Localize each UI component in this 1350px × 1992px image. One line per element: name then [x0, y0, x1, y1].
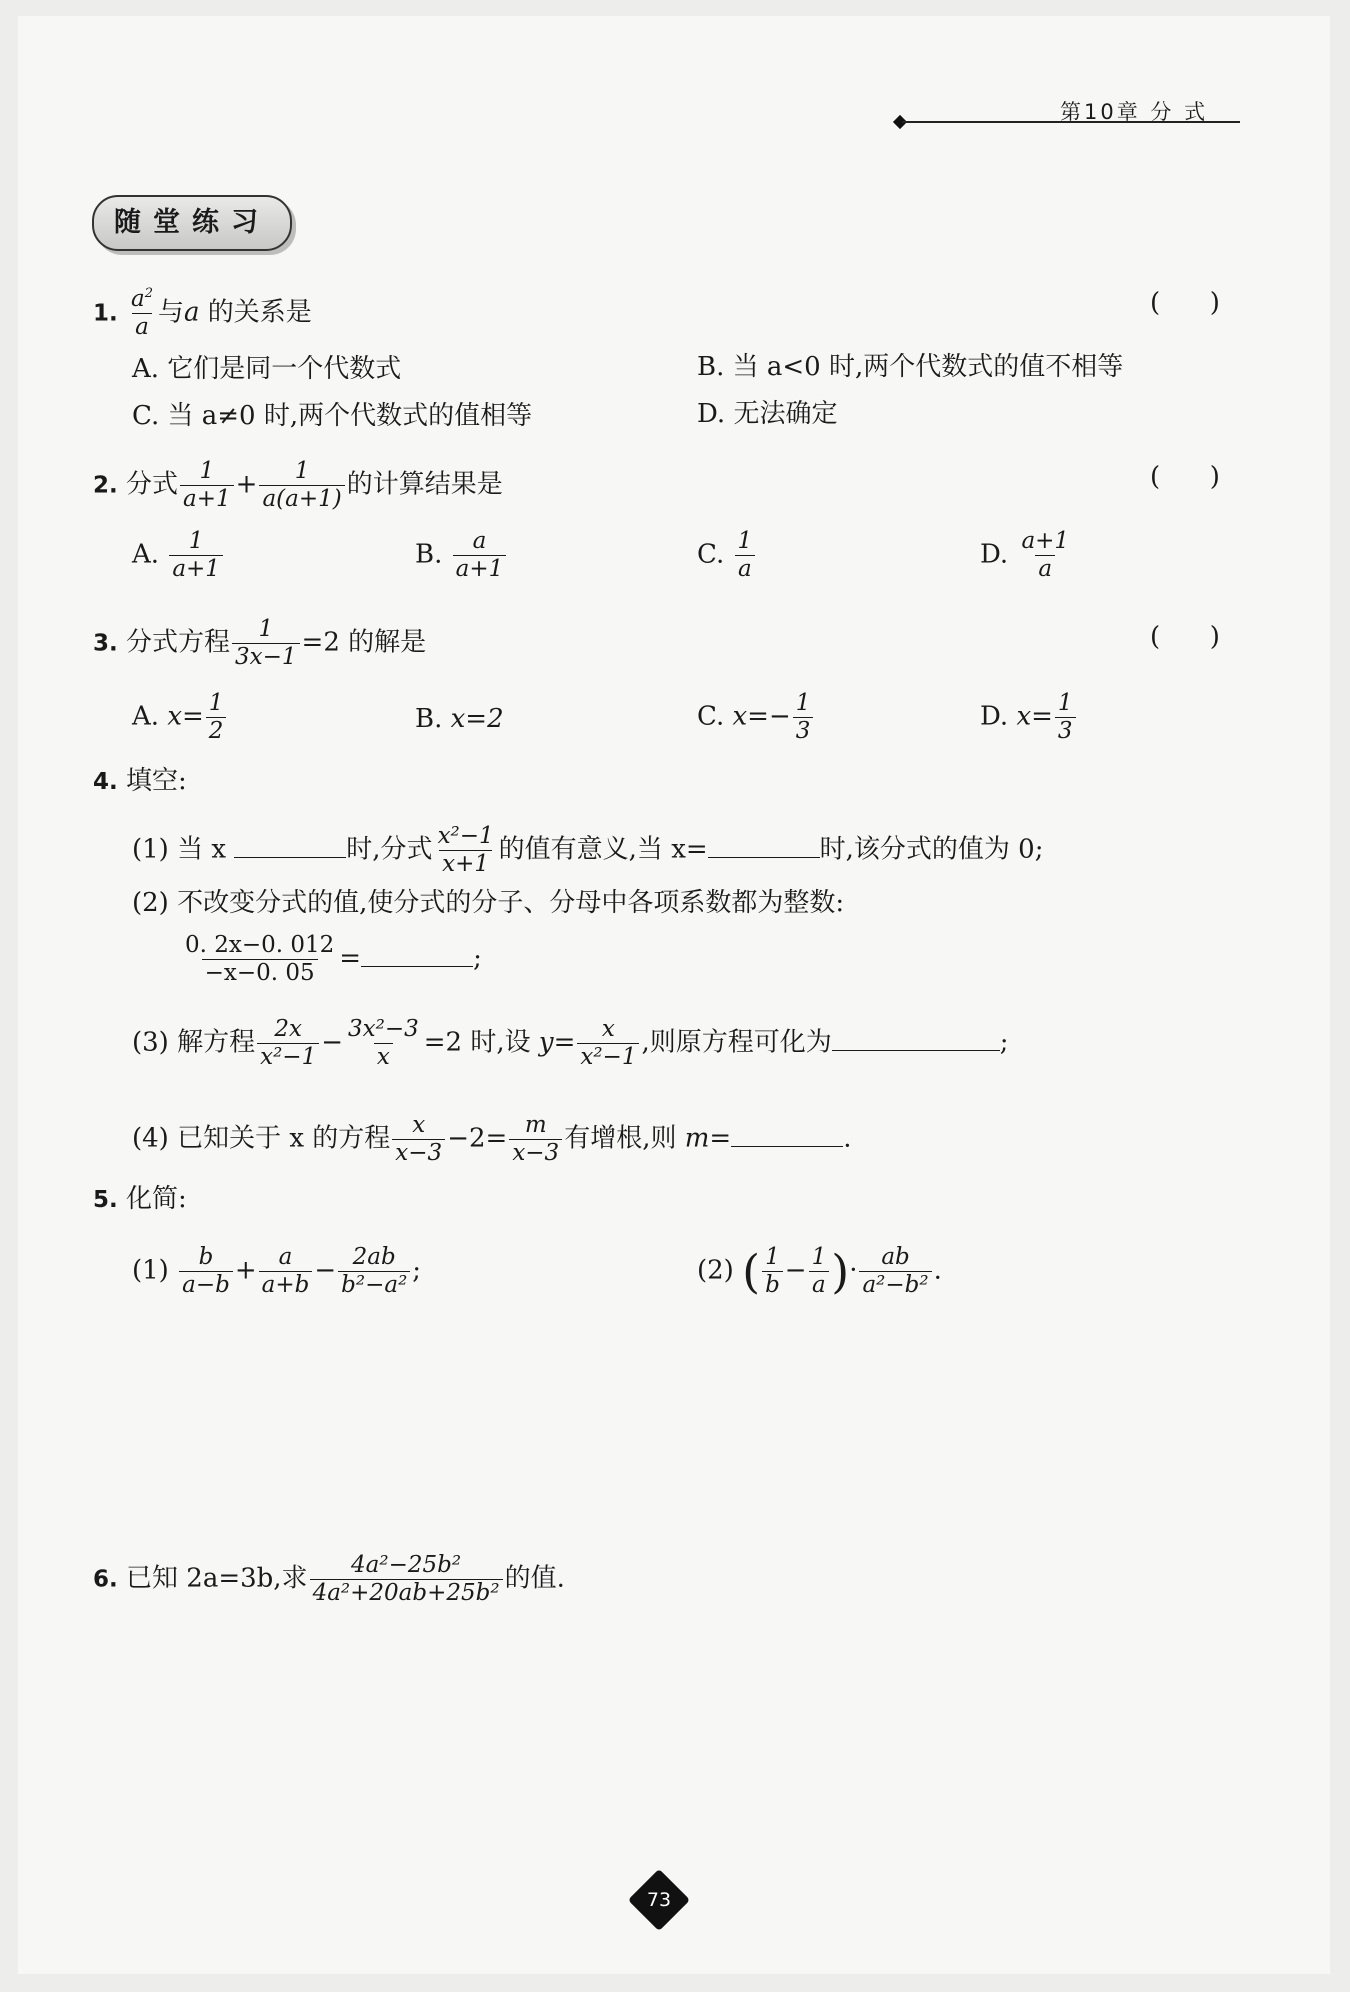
page-number-badge: 73 [628, 1869, 690, 1931]
option-d: D. $\frac{a+1}{a}$ [980, 528, 1070, 582]
q4-part-2-expression: $\frac{0. 2x-0. 012}{-x-0. 05}$ = ; [185, 932, 482, 986]
option-a: A. x= $\frac{1}{2}$ [132, 690, 228, 745]
q5-part-2: (2) ( $\frac{1}{b}$ − $\frac{1}{a}$ )· $\frac{ab}{\text{a²−b²}}$ . [697, 1244, 942, 1299]
question-3: 3. 分式方程 $\frac{1}{3x-1}$ =2 的解是 [93, 616, 427, 670]
question-2: 2. 分式 $\frac{1}{a+1}$ + $\frac{1}{a(a+1)}$ 的计算结果是 [93, 458, 503, 512]
question-4: 4. 填空: [93, 766, 187, 796]
option-a: A. 它们是同一个代数式 [132, 354, 402, 384]
fraction: $\frac{1}{a(a+1)}$ [259, 458, 344, 513]
answer-blank[interactable] [234, 833, 346, 858]
option-c: C. $\frac{1}{a}$ [697, 528, 757, 583]
question-6: 6. 已知 2a=3b,求 $\frac{\text{4a²−25b²}}{\text{4a²+20ab+25b²}}$ 的值. [93, 1552, 565, 1606]
q4-part-2: (2) 不改变分式的值,使分式的分子、分母中各项系数都为整数: [132, 888, 845, 918]
option-c: C. x=− $\frac{1}{3}$ [697, 690, 815, 745]
chapter-title: 第10章 分 式 [1060, 100, 1209, 124]
answer-parens: ( ) [1150, 462, 1220, 492]
q5-part-1: (1) $\frac{b}{a-b}$ + $\frac{a}{a+b}$ − $\frac{2ab}{\text{b²−a²}}$ ; [132, 1244, 422, 1298]
option-a: A. $\frac{1}{a+1}$ [132, 528, 225, 583]
section-title: 随堂练习 [92, 195, 292, 251]
option-b: B. 当 a<0 时,两个代数式的值不相等 [697, 352, 1124, 382]
fraction: $\frac{a^2}{a}$ [131, 286, 154, 340]
answer-blank[interactable] [708, 833, 820, 858]
answer-parens: ( ) [1150, 288, 1220, 318]
q4-part-4: (4) 已知关于 x 的方程 $\frac{x}{x-3}$ −2= $\frac{m}{x-3}$ 有增根,则 m= . [132, 1112, 852, 1166]
option-b: B. $\frac{a}{a+1}$ [415, 528, 508, 583]
option-c: C. 当 a≠0 时,两个代数式的值相等 [132, 401, 533, 431]
question-number: 1. [93, 300, 118, 327]
answer-parens: ( ) [1150, 622, 1220, 652]
fraction: $\frac{1}{3x-1}$ [232, 616, 300, 671]
answer-blank[interactable] [832, 1026, 1000, 1051]
answer-blank[interactable] [731, 1122, 843, 1147]
q4-part-1: (1) 当 x 时,分式 $\frac{\text{x²−1}}{x+1}$ 的值有意义,当 x= 时,该分式的值为 0; [132, 823, 1044, 877]
question-1: 1. $\frac{a^2}{a}$ 与a 的关系是 [93, 286, 312, 340]
q4-part-3: (3) 解方程 $\frac{2x}{\text{x²−1}}$ − $\frac{\text{3x²−3}}{x}$ =2 时,设 y= $\frac{x}{\text{x²−1}}$ ,则原方程可化为 ; [132, 1016, 1009, 1070]
option-d: D. x= $\frac{1}{3}$ [980, 690, 1078, 745]
answer-blank[interactable] [361, 942, 473, 967]
option-d: D. 无法确定 [697, 399, 838, 429]
option-b: B. x=2 [415, 704, 504, 734]
fraction: $\frac{1}{a+1}$ [180, 458, 234, 513]
question-5: 5. 化简: [93, 1184, 187, 1214]
